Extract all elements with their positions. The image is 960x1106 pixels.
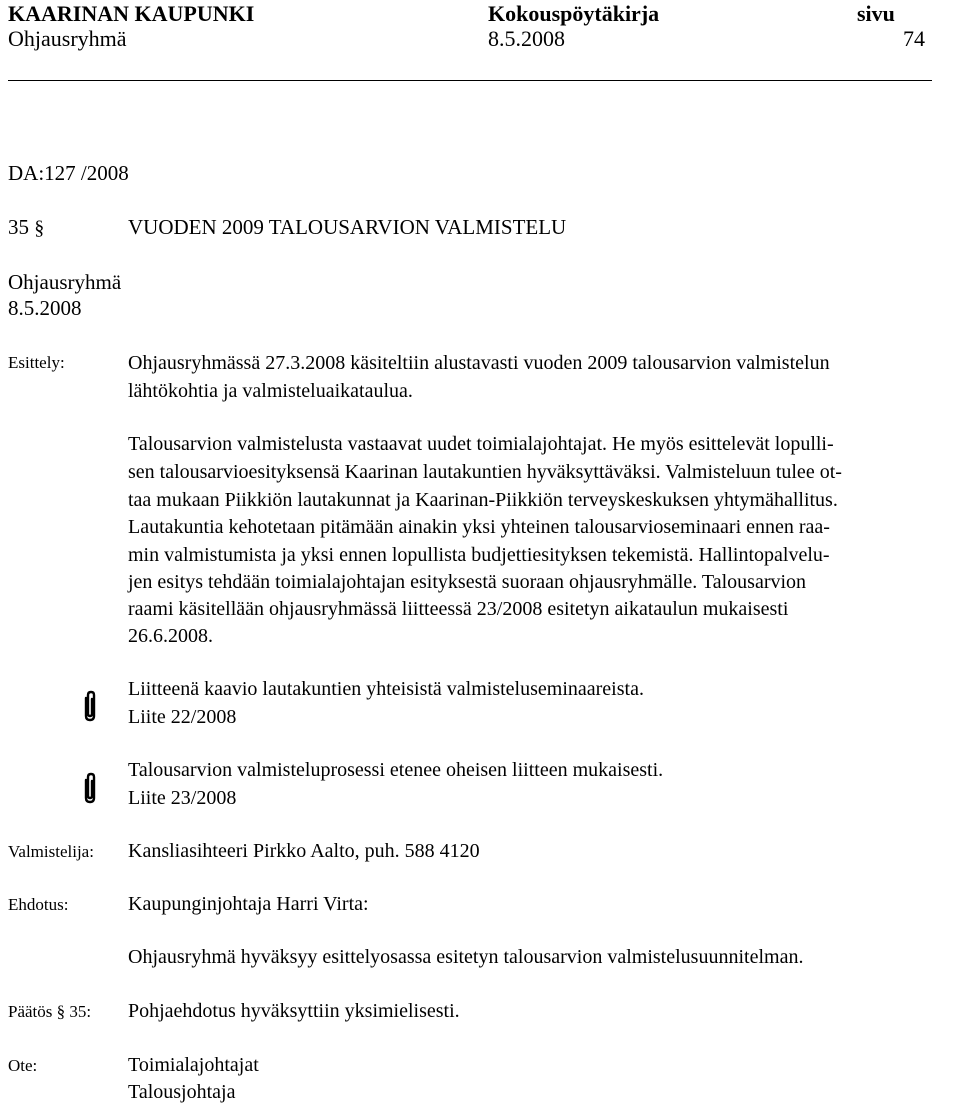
presentation-para1-line1: Ohjausryhmässä 27.3.2008 käsiteltiin alustavasti vuoden 2009 talousarvion valmistelun — [128, 352, 830, 374]
presentation-label: Esittely: — [8, 353, 65, 372]
attachment1-text: Liitteenä kaavio lautakuntien yhteisistä valmisteluseminaareista. — [128, 678, 644, 700]
proposal-text: Ohjausryhmä hyväksyy esittelyosassa esitetyn talousarvion valmistelusuunnitelman. — [128, 946, 804, 968]
presentation-para2-line5: min valmistumista ja yksi ennen lopullista budjettiesityksen tekemistä. Hallintopalvelu- — [128, 544, 830, 566]
copy-to-recipient: Talousjohtaja — [128, 1081, 236, 1103]
presentation-para2-line2: sen talousarvioesityksensä Kaarinan lautakuntien hyväksyttäväksi. Valmisteluun tulee ot- — [128, 461, 842, 483]
header-page-label: sivu — [857, 1, 895, 26]
presentation-para2-line1: Talousarvion valmistelusta vastaavat uudet toimialajohtajat. He myös esittelevät lopulli- — [128, 433, 834, 455]
attachment2-text: Talousarvion valmisteluprosessi etenee oheisen liitteen mukaisesti. — [128, 759, 664, 781]
preparer-value: Kansliasihteeri Pirkko Aalto, puh. 588 4120 — [128, 840, 480, 862]
header-date: 8.5.2008 — [488, 26, 565, 51]
presentation-para2-line4: Lautakuntia kehotetaan pitämään ainakin yksi yhteinen talousarvioseminaari ennen raa- — [128, 516, 830, 538]
presentation-para1-line2: lähtökohtia ja valmisteluaikataulua. — [128, 380, 413, 402]
copy-to-recipient: Toimialajohtajat — [128, 1054, 259, 1076]
header-divider — [8, 80, 932, 81]
header-doc-type: Kokouspöytäkirja — [488, 1, 660, 26]
attachment2-ref[interactable]: Liite 23/2008 — [128, 787, 237, 809]
header-org: KAARINAN KAUPUNKI — [8, 1, 255, 26]
paperclip-icon[interactable] — [80, 772, 100, 804]
header-body: Ohjausryhmä — [8, 26, 127, 51]
case-body: Ohjausryhmä — [8, 270, 122, 294]
paperclip-icon[interactable] — [80, 690, 100, 722]
proposal-label: Ehdotus: — [8, 895, 69, 914]
header-page-number: 74 — [903, 26, 925, 51]
case-reference: DA:127 /2008 — [8, 161, 129, 185]
presentation-para2-line7: raami käsitellään ohjausryhmässä liitteessä 23/2008 esitetyn aikataulun mukaisesti — [128, 598, 789, 620]
proposal-proposer: Kaupunginjohtaja Harri Virta: — [128, 893, 369, 915]
attachment1-ref[interactable]: Liite 22/2008 — [128, 706, 237, 728]
presentation-para2-line8: 26.6.2008. — [128, 625, 213, 647]
decision-label: Päätös § 35: — [8, 1002, 92, 1021]
presentation-para2-line6: jen esitys tehdään toimialajohtajan esityksestä suoraan ohjausryhmälle. Talousarvion — [128, 571, 807, 593]
presentation-para2-line3: taa mukaan Piikkiön lautakunnat ja Kaarinan-Piikkiön terveyskeskuksen yhtymähallitus. — [128, 489, 838, 511]
case-date: 8.5.2008 — [8, 296, 82, 320]
case-title: VUODEN 2009 TALOUSARVION VALMISTELU — [128, 215, 567, 239]
copy-to-label: Ote: — [8, 1056, 38, 1075]
case-number: 35 § — [8, 215, 45, 239]
decision-text: Pohjaehdotus hyväksyttiin yksimielisesti. — [128, 1000, 460, 1022]
preparer-label: Valmistelija: — [8, 842, 94, 861]
